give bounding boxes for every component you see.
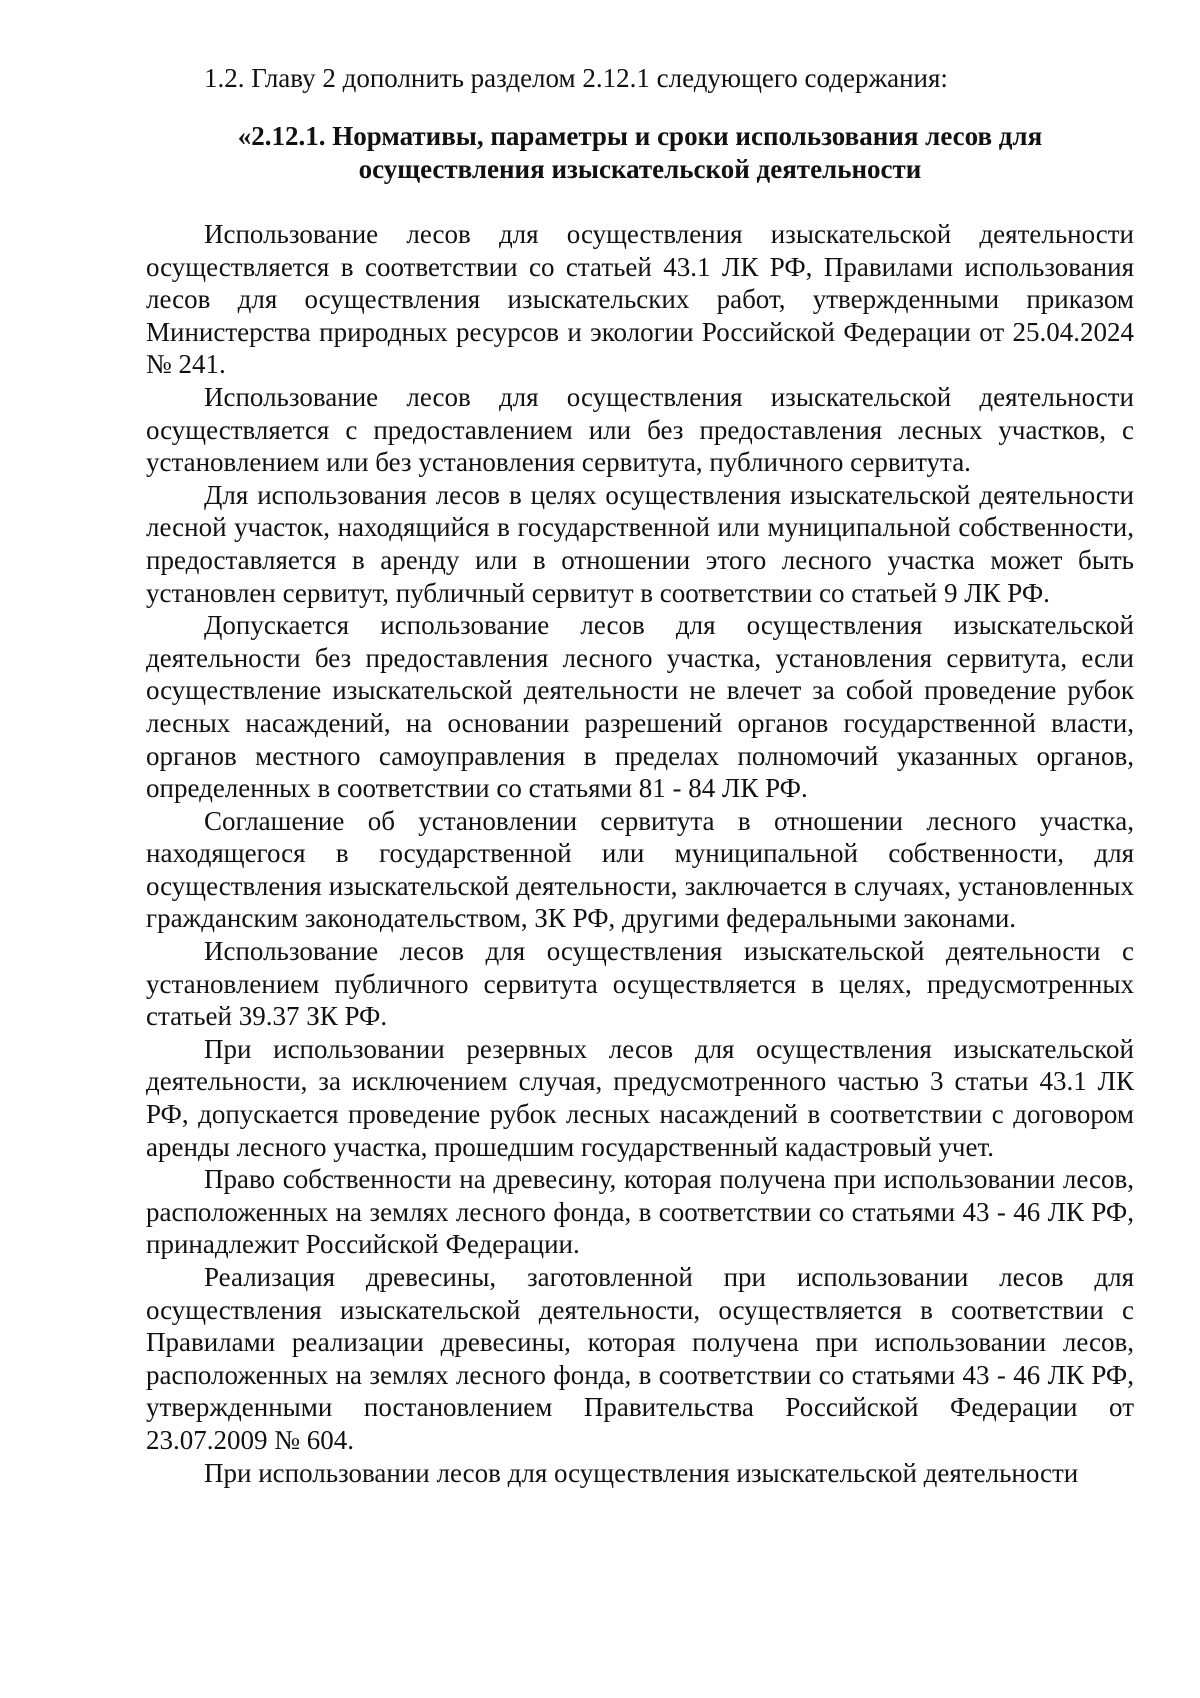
paragraph-last: При использовании лесов для осуществления изыскательской деятельности xyxy=(204,1457,1079,1488)
intro-line: 1.2. Главу 2 дополнить разделом 2.12.1 следующего содержания: xyxy=(204,63,948,93)
paragraph: Использование лесов для осуществления изыскательской деятельности осуществляется в соответствии со статьей 43.1 ЛК РФ, Правилами использования лесов для осуществления изыскательских работ, утвержденными приказом Министерства природных ресурсов и экологии Российской Федерации от 25.04.2024 № 241. xyxy=(146,219,1134,380)
paragraph: Право собственности на древесину, которая получена при использовании лесов, расположенных на землях лесного фонда, в соответствии со статьями 43 - 46 ЛК РФ, принадлежит Российской Федерации. xyxy=(146,1164,1134,1260)
paragraph: Допускается использование лесов для осуществления изыскательской деятельности без предоставления лесного участка, установления сервитута, если осуществление изыскательской деятельности не влечет за собой проведение рубок лесных насаждений, на основании разрешений органов государственной власти, органов местного самоуправления в пределах полномочий указанных органов, определенных в соответствии со статьями 81 - 84 ЛК РФ. xyxy=(146,610,1134,804)
paragraph: Соглашение об установлении сервитута в отношении лесного участка, находящегося в государственной или муниципальной собственности, для осуществления изыскательской деятельности, заключается в случаях, установленных гражданским законодательством, ЗК РФ, другими федеральными законами. xyxy=(146,805,1134,934)
section-title xyxy=(146,120,1134,186)
paragraph: Для использования лесов в целях осуществления изыскательской деятельности лесной участок, находящийся в государственной или муниципальной собственности, предоставляется в аренду или в отношении этого лесного участка может быть установлен сервитут, публичный сервитут в соответствии со статьей 9 ЛК РФ. xyxy=(146,479,1134,608)
paragraph: Реализация древесины, заготовленной при использовании лесов для осуществления изыскательской деятельности, осуществляется в соответствии с Правилами реализации древесины, которая получена при использовании лесов, расположенных на землях лесного фонда, в соответствии со статьями 43 - 46 ЛК РФ, утвержденными постановлением Правительства Российской Федерации от 23.07.2009 № 604. xyxy=(146,1262,1134,1455)
paragraph: При использовании резервных лесов для осуществления изыскательской деятельности, за исключением случая, предусмотренного частью 3 статьи 43.1 ЛК РФ, допускается проведение рубок лесных насаждений в соответствии с договором аренды лесного участка, прошедшим государственный кадастровый учет. xyxy=(146,1033,1134,1162)
section-title-line-2: осуществления изыскательской деятельности xyxy=(358,154,922,184)
section-title-line-1: «2.12.1. Нормативы, параметры и сроки использования лесов для xyxy=(237,121,1043,151)
document-body xyxy=(146,62,1134,1489)
paragraph: Использование лесов для осуществления изыскательской деятельности с установлением публичного сервитута осуществляется в целях, предусмотренных статьей 39.37 ЗК РФ. xyxy=(146,936,1134,1032)
paragraph: Использование лесов для осуществления изыскательской деятельности осуществляется с предоставлением или без предоставления лесных участков, с установлением или без установления сервитута, публичного сервитута. xyxy=(146,381,1134,478)
